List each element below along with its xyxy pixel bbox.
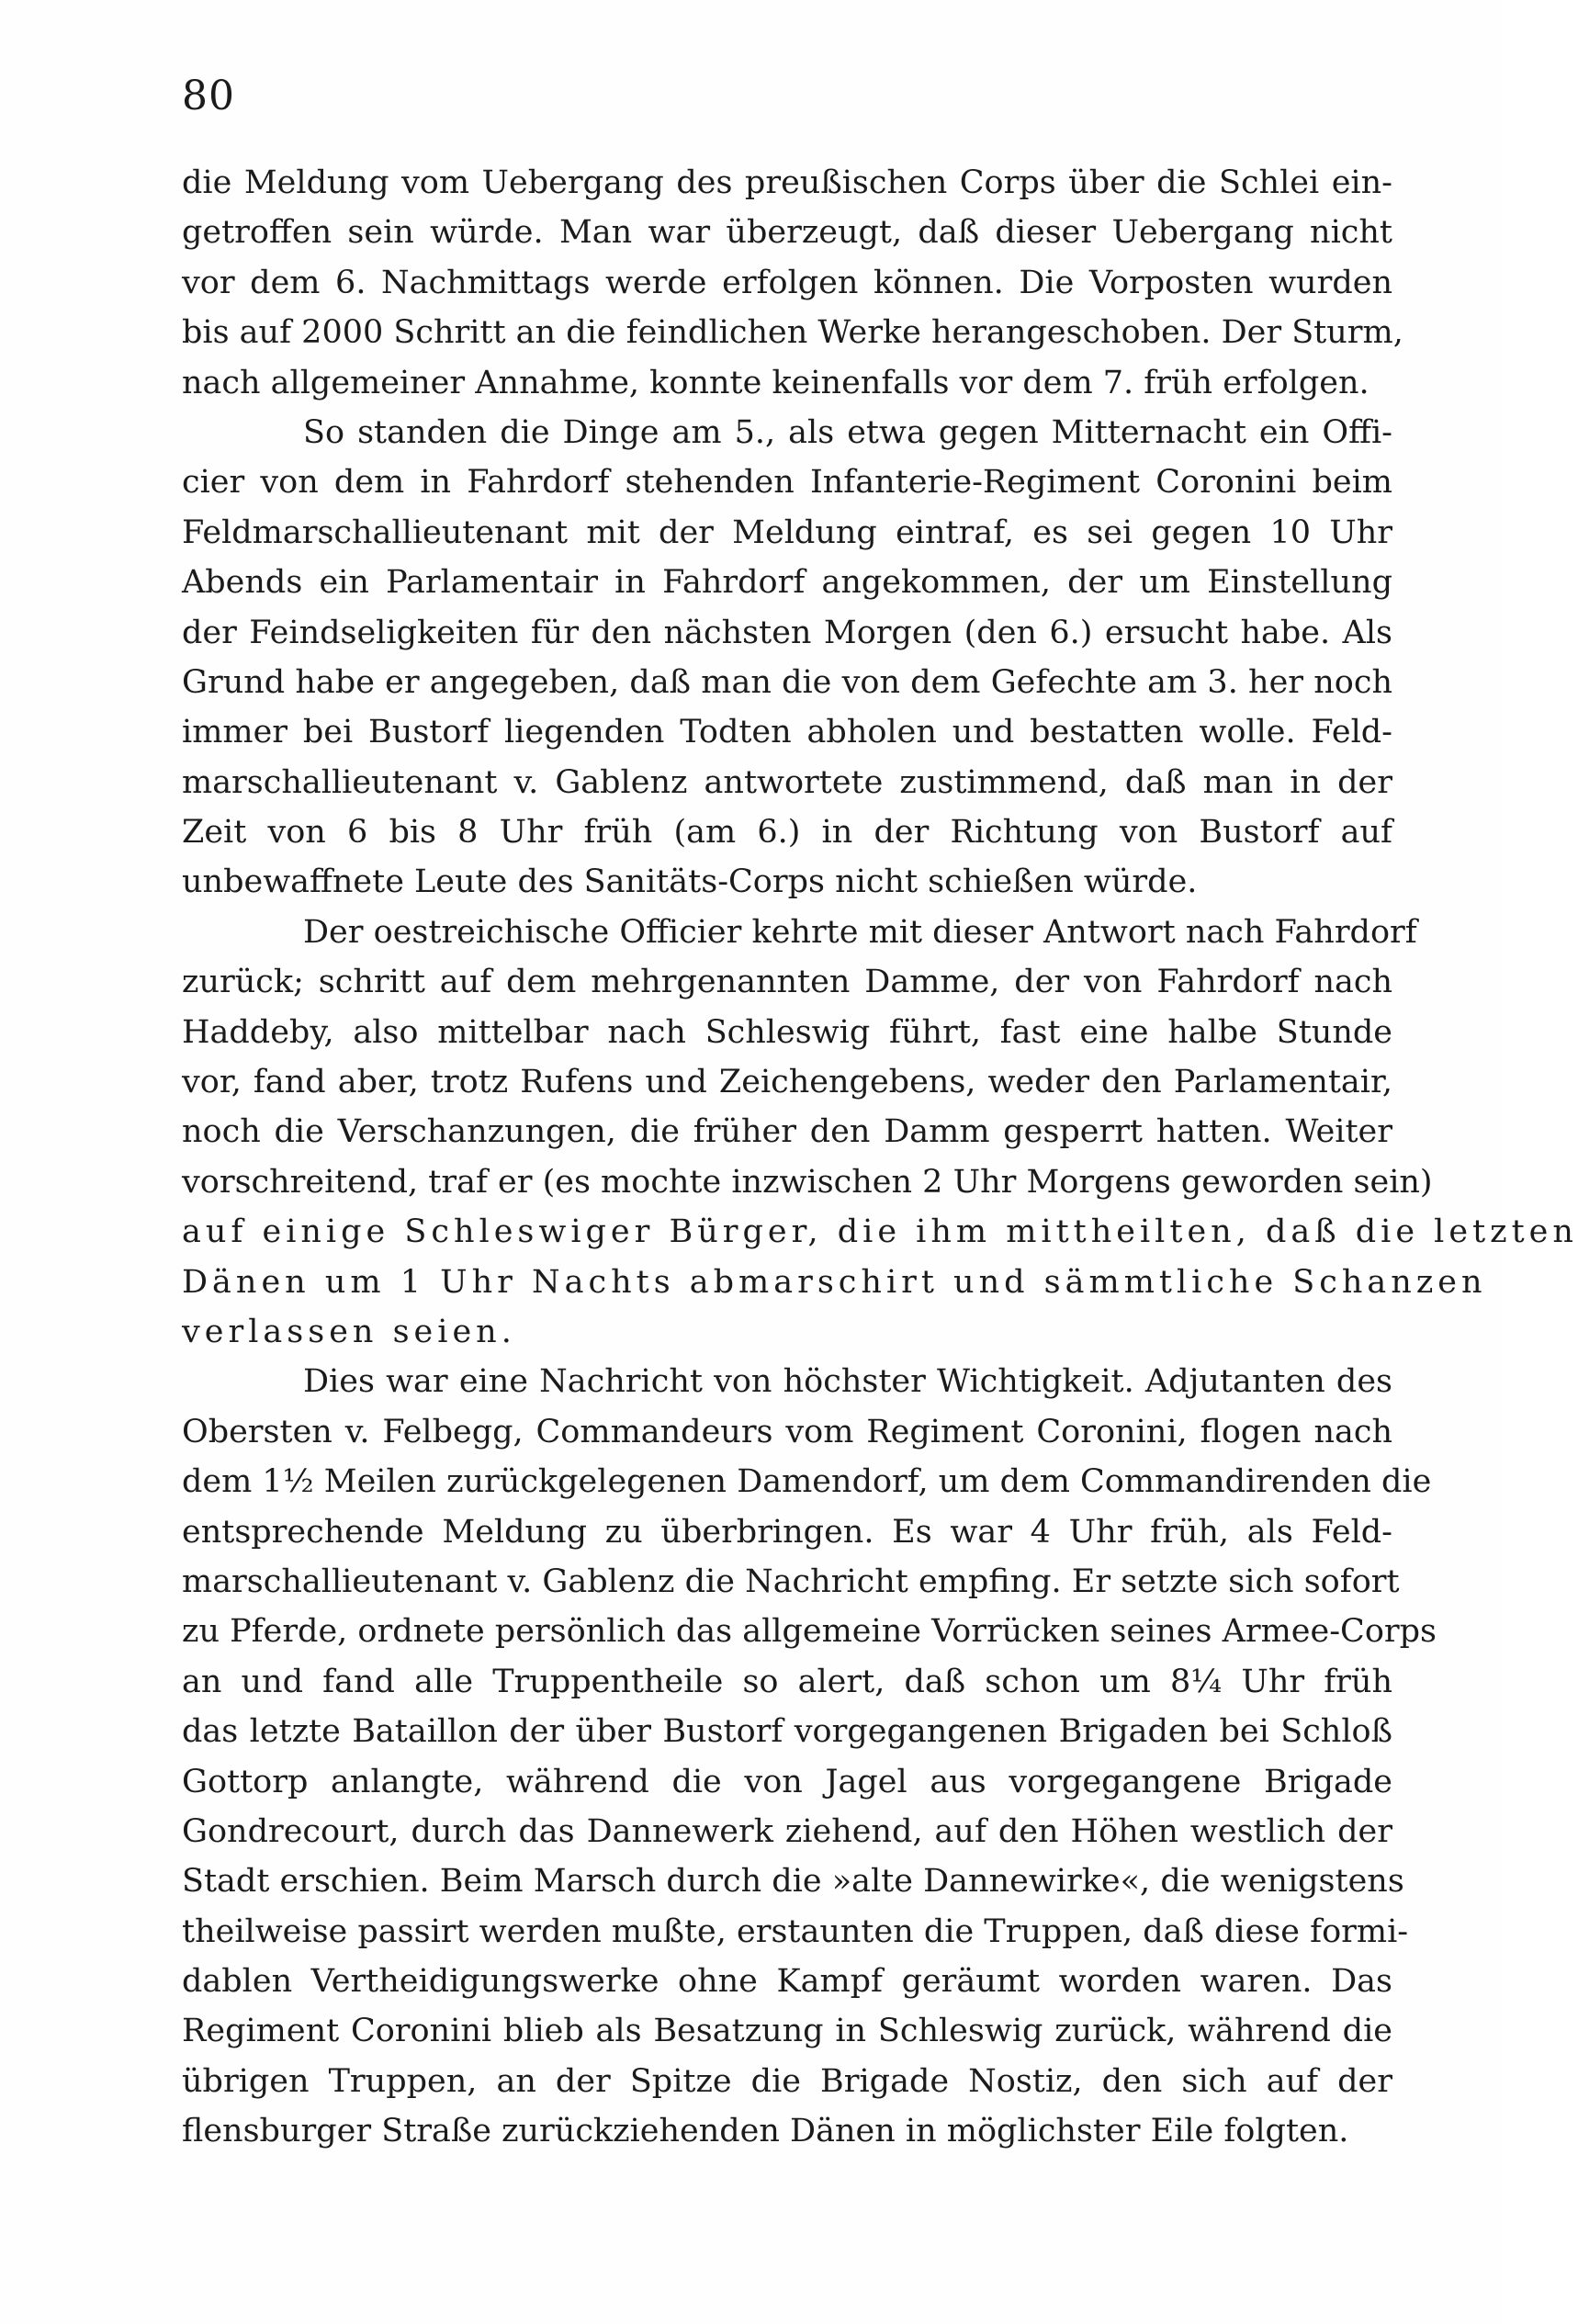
text-line: entsprechende Meldung zu überbringen. Es war 4 Uhr früh, als Feld- bbox=[182, 1513, 1392, 1551]
text-line: verlassen seien. bbox=[182, 1313, 516, 1350]
text-line: bis auf 2000 Schritt an die feindlichen Werke herangeschoben. Der Sturm, bbox=[182, 314, 1403, 352]
text-line: noch die Verschanzungen, die früher den Damm gesperrt hatten. Weiter bbox=[182, 1113, 1392, 1151]
text-line: an und fand alle Truppentheile so alert, daß schon um 8¼ Uhr früh bbox=[182, 1663, 1392, 1700]
text-line: Grund habe er angegeben, daß man die von dem Gefechte am 3. her noch bbox=[182, 663, 1392, 701]
text-line: Dänen um 1 Uhr Nachts abmarschirt und sämmtliche Schanzen bbox=[182, 1263, 1487, 1301]
text-line: nach allgemeiner Annahme, konnte keinenfalls vor dem 7. früh erfolgen. bbox=[182, 364, 1369, 401]
text-line: Gondrecourt, durch das Dannewerk ziehend, auf den Höhen westlich der bbox=[182, 1812, 1392, 1850]
text-line: getroffen sein würde. Man war überzeugt, daß dieser Uebergang nicht bbox=[182, 214, 1392, 252]
text-line: Abends ein Parlamentair in Fahrdorf angekommen, der um Einstellung bbox=[182, 564, 1392, 602]
text-line: übrigen Truppen, an der Spitze die Brigade Nostiz, den sich auf der bbox=[182, 2062, 1392, 2100]
text-line: dablen Vertheidigungswerke ohne Kampf geräumt worden waren. Das bbox=[182, 1963, 1392, 2001]
text-line: Haddeby, also mittelbar nach Schleswig führt, fast eine halbe Stunde bbox=[182, 1013, 1392, 1051]
text-line: marschallieutenant v. Gablenz antwortete zustimmend, daß man in der bbox=[182, 763, 1392, 801]
text-line: zu Pferde, ordnete persönlich das allgemeine Vorrücken seines Armee-Corps bbox=[182, 1613, 1437, 1651]
text-line: Feldmarschallieutenant mit der Meldung eintraf, es sei gegen 10 Uhr bbox=[182, 513, 1392, 551]
body-text bbox=[182, 158, 1578, 2157]
text-line: cier von dem in Fahrdorf stehenden Infanterie-Regiment Coronini beim bbox=[182, 464, 1392, 502]
text-line: marschallieutenant v. Gablenz die Nachricht empfing. Er setzte sich sofort bbox=[182, 1562, 1400, 1600]
text-line: immer bei Bustorf liegenden Todten abholen und bestatten wolle. Feld- bbox=[182, 714, 1392, 751]
text-line: Dies war eine Nachricht von höchster Wichtigkeit. Adjutanten des bbox=[303, 1363, 1392, 1401]
text-line: Stadt erschien. Beim Marsch durch die »alte Dannewirke«, die wenigstens bbox=[182, 1863, 1404, 1901]
text-line: dem 1½ Meilen zurückgelegenen Damendorf, um dem Commandirenden die bbox=[182, 1463, 1432, 1501]
text-line: So standen die Dinge am 5., als etwa gegen Mitternacht ein Offi- bbox=[303, 413, 1392, 451]
text-line: theilweise passirt werden mußte, erstaunten die Truppen, daß diese formi- bbox=[182, 1912, 1409, 1950]
text-line: Der oestreichische Officier kehrte mit dieser Antwort nach Fahrdorf bbox=[303, 913, 1417, 951]
text-line: Regiment Coronini blieb als Besatzung in Schleswig zurück, während die bbox=[182, 2013, 1392, 2050]
text-line: zurück; schritt auf dem mehrgenannten Damme, der von Fahrdorf nach bbox=[182, 964, 1392, 1001]
text-line: unbewaffnete Leute des Sanitäts-Corps nicht schießen würde. bbox=[182, 863, 1198, 901]
text-line: die Meldung vom Uebergang des preußischen Corps über die Schlei ein- bbox=[182, 164, 1392, 201]
text-line: der Feindseligkeiten für den nächsten Morgen (den 6.) ersucht habe. Als bbox=[182, 614, 1392, 651]
text-line: auf einige Schleswiger Bürger, die ihm mittheilten, daß die letzten bbox=[182, 1213, 1578, 1251]
text-line: das letzte Bataillon der über Bustorf vorgegangenen Brigaden bei Schloß bbox=[182, 1713, 1392, 1751]
text-line: vor dem 6. Nachmittags werde erfolgen können. Die Vorposten wurden bbox=[182, 264, 1392, 301]
page-number: 80 bbox=[182, 73, 235, 119]
text-line: Zeit von 6 bis 8 Uhr früh (am 6.) in der Richtung von Bustorf auf bbox=[182, 814, 1392, 852]
text-line: vor, fand aber, trotz Rufens und Zeichengebens, weder den Parlamentair, bbox=[182, 1064, 1392, 1101]
text-line: Obersten v. Felbegg, Commandeurs vom Regiment Coronini, flogen nach bbox=[182, 1413, 1392, 1450]
text-line: vorschreitend, traf er (es mochte inzwischen 2 Uhr Morgens geworden sein) bbox=[182, 1163, 1433, 1201]
text-line: flensburger Straße zurückziehenden Dänen in möglichster Eile folgten. bbox=[182, 2113, 1349, 2150]
text-line: Gottorp anlangte, während die von Jagel aus vorgegangene Brigade bbox=[182, 1763, 1392, 1800]
